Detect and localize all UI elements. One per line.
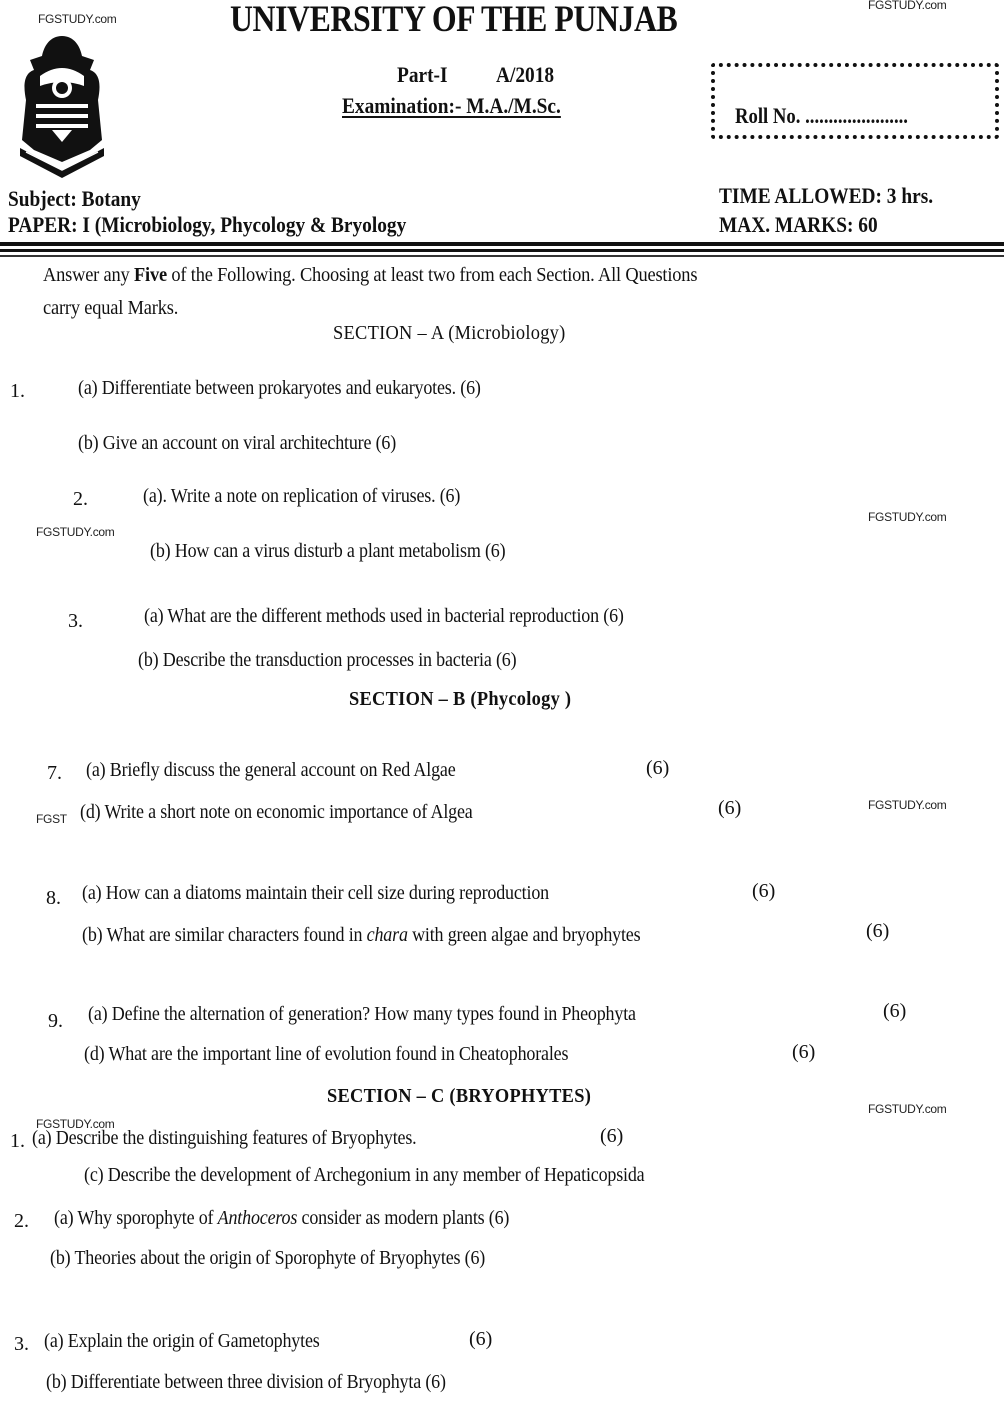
question-text: (b) Describe the transduction processes in bacteria (6) — [138, 649, 517, 671]
watermark: FGST — [36, 812, 67, 826]
university-crest-logo — [12, 30, 112, 180]
instructions-line-1: Answer any Five of the Following. Choosing at least two from each Section. All Questions — [43, 264, 698, 286]
question-text: (a). Write a note on replication of viruses. (6) — [143, 485, 461, 507]
question-number: 1. — [10, 1130, 25, 1152]
question-number: 9. — [48, 1010, 63, 1032]
exam-session: A/2018 — [496, 62, 555, 87]
watermark: FGSTUDY.com — [36, 525, 115, 539]
question-marks: (6) — [752, 880, 776, 902]
question-text: (b) Differentiate between three division of Bryophyta (6) — [46, 1371, 446, 1393]
question-number: 2. — [73, 488, 88, 510]
exam-part: Part-I — [397, 62, 448, 87]
question-text: (b) What are similar characters found in chara with green algae and bryophytes — [82, 924, 641, 946]
subject-label: Subject: Botany — [8, 186, 141, 211]
question-marks: (6) — [792, 1041, 816, 1063]
header-divider — [0, 255, 1004, 257]
question-marks: (6) — [646, 757, 670, 779]
header-divider — [0, 242, 1004, 246]
header-divider — [0, 249, 1004, 252]
watermark: FGSTUDY.com — [868, 0, 947, 12]
question-text: (a) Define the alternation of generation? How many types found in Pheophyta — [88, 1003, 636, 1025]
question-text: (b) Give an account on viral architechture (6) — [78, 432, 397, 454]
paper-label: PAPER: I (Microbiology, Phycology & Bryology — [8, 212, 407, 237]
section-c-title: SECTION – C (BRYOPHYTES) — [327, 1085, 592, 1107]
roll-number-field: Roll No. ...................... — [735, 103, 908, 128]
time-allowed: TIME ALLOWED: 3 hrs. — [719, 183, 934, 208]
question-marks: (6) — [469, 1328, 493, 1350]
question-text: (a) How can a diatoms maintain their cell size during reproduction — [82, 882, 549, 904]
question-marks: (6) — [718, 797, 742, 819]
roll-number-box — [711, 63, 999, 139]
examination-title: Examination:- M.A./M.Sc. — [342, 93, 561, 118]
question-number: 7. — [47, 762, 62, 784]
question-text: (a) Explain the origin of Gametophytes — [44, 1330, 320, 1352]
question-text: (a) Why sporophyte of Anthoceros consider as modern plants (6) — [54, 1207, 510, 1229]
watermark: FGSTUDY.com — [868, 1102, 947, 1116]
question-number: 2. — [14, 1210, 29, 1232]
question-number: 3. — [14, 1333, 29, 1355]
question-text: (a) Describe the distinguishing features of Bryophytes. — [32, 1127, 417, 1149]
question-text: (d) What are the important line of evolution found in Cheatophorales — [84, 1043, 569, 1065]
max-marks: MAX. MARKS: 60 — [719, 212, 878, 237]
question-text: (a) Briefly discuss the general account on Red Algae — [86, 759, 456, 781]
question-text: (c) Describe the development of Archegonium in any member of Hepaticopsida — [84, 1164, 645, 1186]
section-a-title: SECTION – A (Microbiology) — [333, 322, 566, 344]
question-text: (d) Write a short note on economic importance of Algea — [80, 801, 473, 823]
watermark: FGSTUDY.com — [36, 1117, 115, 1131]
watermark: FGSTUDY.com — [868, 798, 947, 812]
question-number: 8. — [46, 887, 61, 909]
question-marks: (6) — [866, 920, 890, 942]
question-text: (b) Theories about the origin of Sporophyte of Bryophytes (6) — [50, 1247, 486, 1269]
watermark: FGSTUDY.com — [38, 12, 117, 26]
watermark: FGSTUDY.com — [868, 510, 947, 524]
question-text: (b) How can a virus disturb a plant metabolism (6) — [150, 540, 506, 562]
university-title: UNIVERSITY OF THE PUNJAB — [230, 0, 678, 40]
question-marks: (6) — [600, 1125, 624, 1147]
question-text: (a) What are the different methods used in bacterial reproduction (6) — [144, 605, 624, 627]
question-marks: (6) — [883, 1000, 907, 1022]
question-number: 3. — [68, 610, 83, 632]
instructions-line-2: carry equal Marks. — [43, 297, 179, 319]
section-b-title: SECTION – B (Phycology ) — [349, 688, 572, 710]
question-number: 1. — [10, 380, 25, 402]
question-text: (a) Differentiate between prokaryotes and eukaryotes. (6) — [78, 377, 481, 399]
